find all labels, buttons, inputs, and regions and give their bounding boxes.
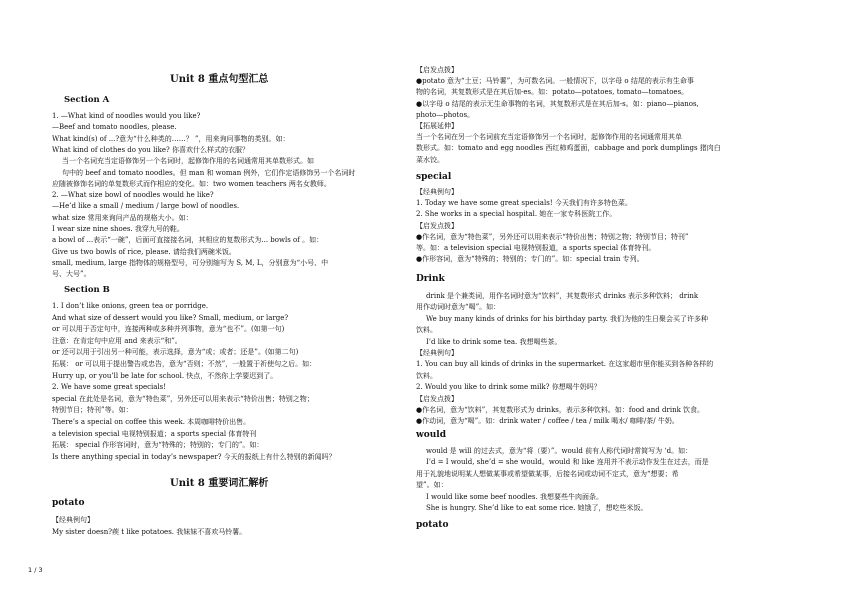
text-line: 用于礼貌地说明某人想做某事或希望做某事，后接名词或动词不定式，意为“想要；希 [416,469,679,478]
text-line: What kind(s) of ...?意为“什么种类的……？ ”，用来询问事物的类别。如： [52,134,290,143]
text-line: drink 是个兼类词，用作名词时意为“饮料”，其复数形式 drinks 表示多种饮料； drink [426,292,699,300]
text-line: 特别节目；特刊”等。如： [52,406,133,415]
text-line: 【启发点拨】 [416,394,458,403]
text-line: Give us two bowls of rice, please. 请给我们两碗米饭。 [52,247,236,256]
text-line: 2. Would you like to drink some milk? 你想喝牛奶吗？ [416,383,601,392]
text-line: 拓展： special 作形容词时，意为“特殊的；特别的；专门的”。如： [52,441,264,450]
text-line: 2. She works in a special hospital. 她在一家专科医院工作。 [416,210,617,219]
text-line: I would like some beef noodles. 我想要些牛肉面条。 [426,492,603,501]
text-line: small, medium, large 指物体的规格型号，可分别缩写为 S, M, L，分别意为“小号、中 [52,258,329,267]
text-line: 【经典例句】 [52,516,94,524]
text-line: 【经典例句】 [416,349,458,357]
section-b-heading: Section B [64,285,110,295]
potato-heading-2: potato [416,520,449,530]
text-line: 1. —What kind of noodles would you like? [52,112,201,120]
text-line: what size 常用来询问产品的规格大小。如： [52,213,193,222]
page-number: 1 / 3 [28,566,43,574]
text-line: 【经典例句】 [416,188,458,196]
text-line: We buy many kinds of drinks for his birthday party. 我们为他的生日聚会买了许多种 [426,314,709,323]
text-line: 号、大号”。 [52,270,91,279]
text-line: 注意：在肯定句中应用 and 来表示“和”。 [52,336,182,345]
text-line: Is there anything special in today’s newspaper? 今天的报纸上有什么特别的新闻吗？ [52,452,336,461]
text-line: ●作动词，意为“喝”。如：drink water / coffee / tea / milk 喝水/ 咖啡/茶/ 牛奶。 [416,417,679,426]
text-line: 【启发点拨】 [416,66,458,74]
text-line: ●作形容词，意为“特殊的；特别的；专门的”。如：special train 专列。 [416,255,644,264]
text-line: She is hungry. She’d like to eat some rice. 她饿了，想吃些米饭。 [426,504,648,512]
text-line: 2. —What size bowl of noodles would he like? [52,191,214,200]
text-line: 句中的 beef and tomato noodles。但 man 和 woman 例外，它们作定语修饰另一个名词时 [62,168,356,177]
special-heading: special [416,172,452,182]
text-line: 当一个名词在另一个名词前充当定语修饰另一个名词时，起修饰作用的名词通常用其单 [416,133,682,142]
text-line: a television special 电视特别报道；a sports special 体育特刊 [52,429,257,438]
text-line: or 还可以用于引出另一种可能，表示选择，意为“或；或者；还是”。(如第二句) [52,348,299,357]
text-line: And what size of dessert would you like? Small, medium, or large? [52,313,289,322]
text-line: 菜水饺。 [416,155,444,164]
text-line: special 在此处是名词，意为“特色菜”，另外还可以用来表示“特价出售；特别之物； [52,394,314,403]
text-line: ●potato 意为“土豆；马铃薯”，为可数名词。一般情况下，以字母 o 结尾的表示有生命事 [416,77,694,86]
text-line: 用作动词时意为“喝”。如： [416,303,501,312]
text-line: 1. You can buy all kinds of drinks in the supermarket. 在这家超市里你能买到各种各样的 [416,360,714,369]
text-line: I’d = I would, she’d = she would。would 和 like 连用并不表示动作发生在过去，而是 [426,458,709,467]
text-line: ●作名词，意为“特色菜”，另外还可以用来表示“特价出售；特别之物；特别节目；特刊” [416,232,689,241]
text-line: There’s a special on coffee this week. 本周咖啡特价出售。 [52,418,251,426]
text-line: 【拓展延伸】 [416,122,458,130]
text-line: or 可以用于否定句中，连接两种或多种并列事物，意为“也不”。(如第一句) [52,325,285,334]
text-line: I wear size nine shoes. 我穿九号的鞋。 [52,225,184,233]
text-line: ●作名词，意为“饮料”，其复数形式为 drinks，表示多种饮料。如：food and drink 饮食。 [416,406,705,414]
text-line: Hurry up, or you’ll be late for school. 快点，不然你上学要迟到了。 [52,371,278,380]
text-line: My sister doesn?蒺 t like potatoes. 我妹妹不喜欢马铃薯。 [52,528,247,536]
text-line: —Beef and tomato noodles, please. [52,123,177,132]
text-line: 2. We have some great specials! [52,383,167,392]
text-line: a bowl of ...表示“一碗”，后面可直接接名词，其相应的复数形式为... bowls of 。如： [52,236,324,245]
text-line: 【启发点拨】 [416,221,458,230]
text-line: 饮料。 [416,326,437,335]
text-line: What kind of clothes do you like? 你喜欢什么样式的衣服？ [52,145,249,154]
text-line: —He’d like a small / medium / large bowl of noodles. [52,202,240,211]
text-line: 数形式。如：tomato and egg noodles 西红柿鸡蛋面，cabbage and pork dumplings 猪肉白 [416,144,721,153]
text-line: 1. Today we have some great specials! 今天我们有许多特色菜。 [416,199,632,208]
drink-heading: Drink [416,274,445,284]
text-line: 应随被修饰名词的单复数形式而作相应的变化。如：two women teachers 两名女教师。 [52,179,331,188]
text-line: 望”。如： [416,481,448,490]
would-heading: would [416,430,447,440]
page-title: Unit 8 重点句型汇总 [170,74,269,85]
vocab-title: Unit 8 重要词汇解析 [170,478,269,489]
text-line: 拓展： or 可以用于提出警告或忠告，意为“否则；不然”，一般置于祈使句之后。如： [52,360,317,368]
section-a-heading: Section A [64,95,110,105]
text-line: photo—photos。 [416,110,475,119]
text-line: 当一个名词充当定语修饰另一个名词时，起修饰作用的名词通常用其单数形式。如 [62,157,314,166]
text-line: I’d like to drink some tea. 我想喝些茶。 [426,337,562,346]
text-line: 物的名词，其复数形式是在其后加-es。如：potato—potatoes, tomato—tomatoes。 [416,88,689,97]
text-line: 1. I don’t like onions, green tea or porridge. [52,302,209,310]
potato-heading: potato [52,498,85,508]
text-line: ●以字母 o 结尾的表示无生命事物的名词，其复数形式是在其后加-s。如：piano—pianos, [416,99,699,108]
text-line: 等。如：a television special 电视特别报道，a sports special 体育特刊。 [416,244,656,252]
text-line: would 是 will 的过去式，意为“将（要）”。would 前有人称代词时常简写为 ‘d。如： [426,447,693,455]
text-line: 饮料。 [416,371,437,380]
